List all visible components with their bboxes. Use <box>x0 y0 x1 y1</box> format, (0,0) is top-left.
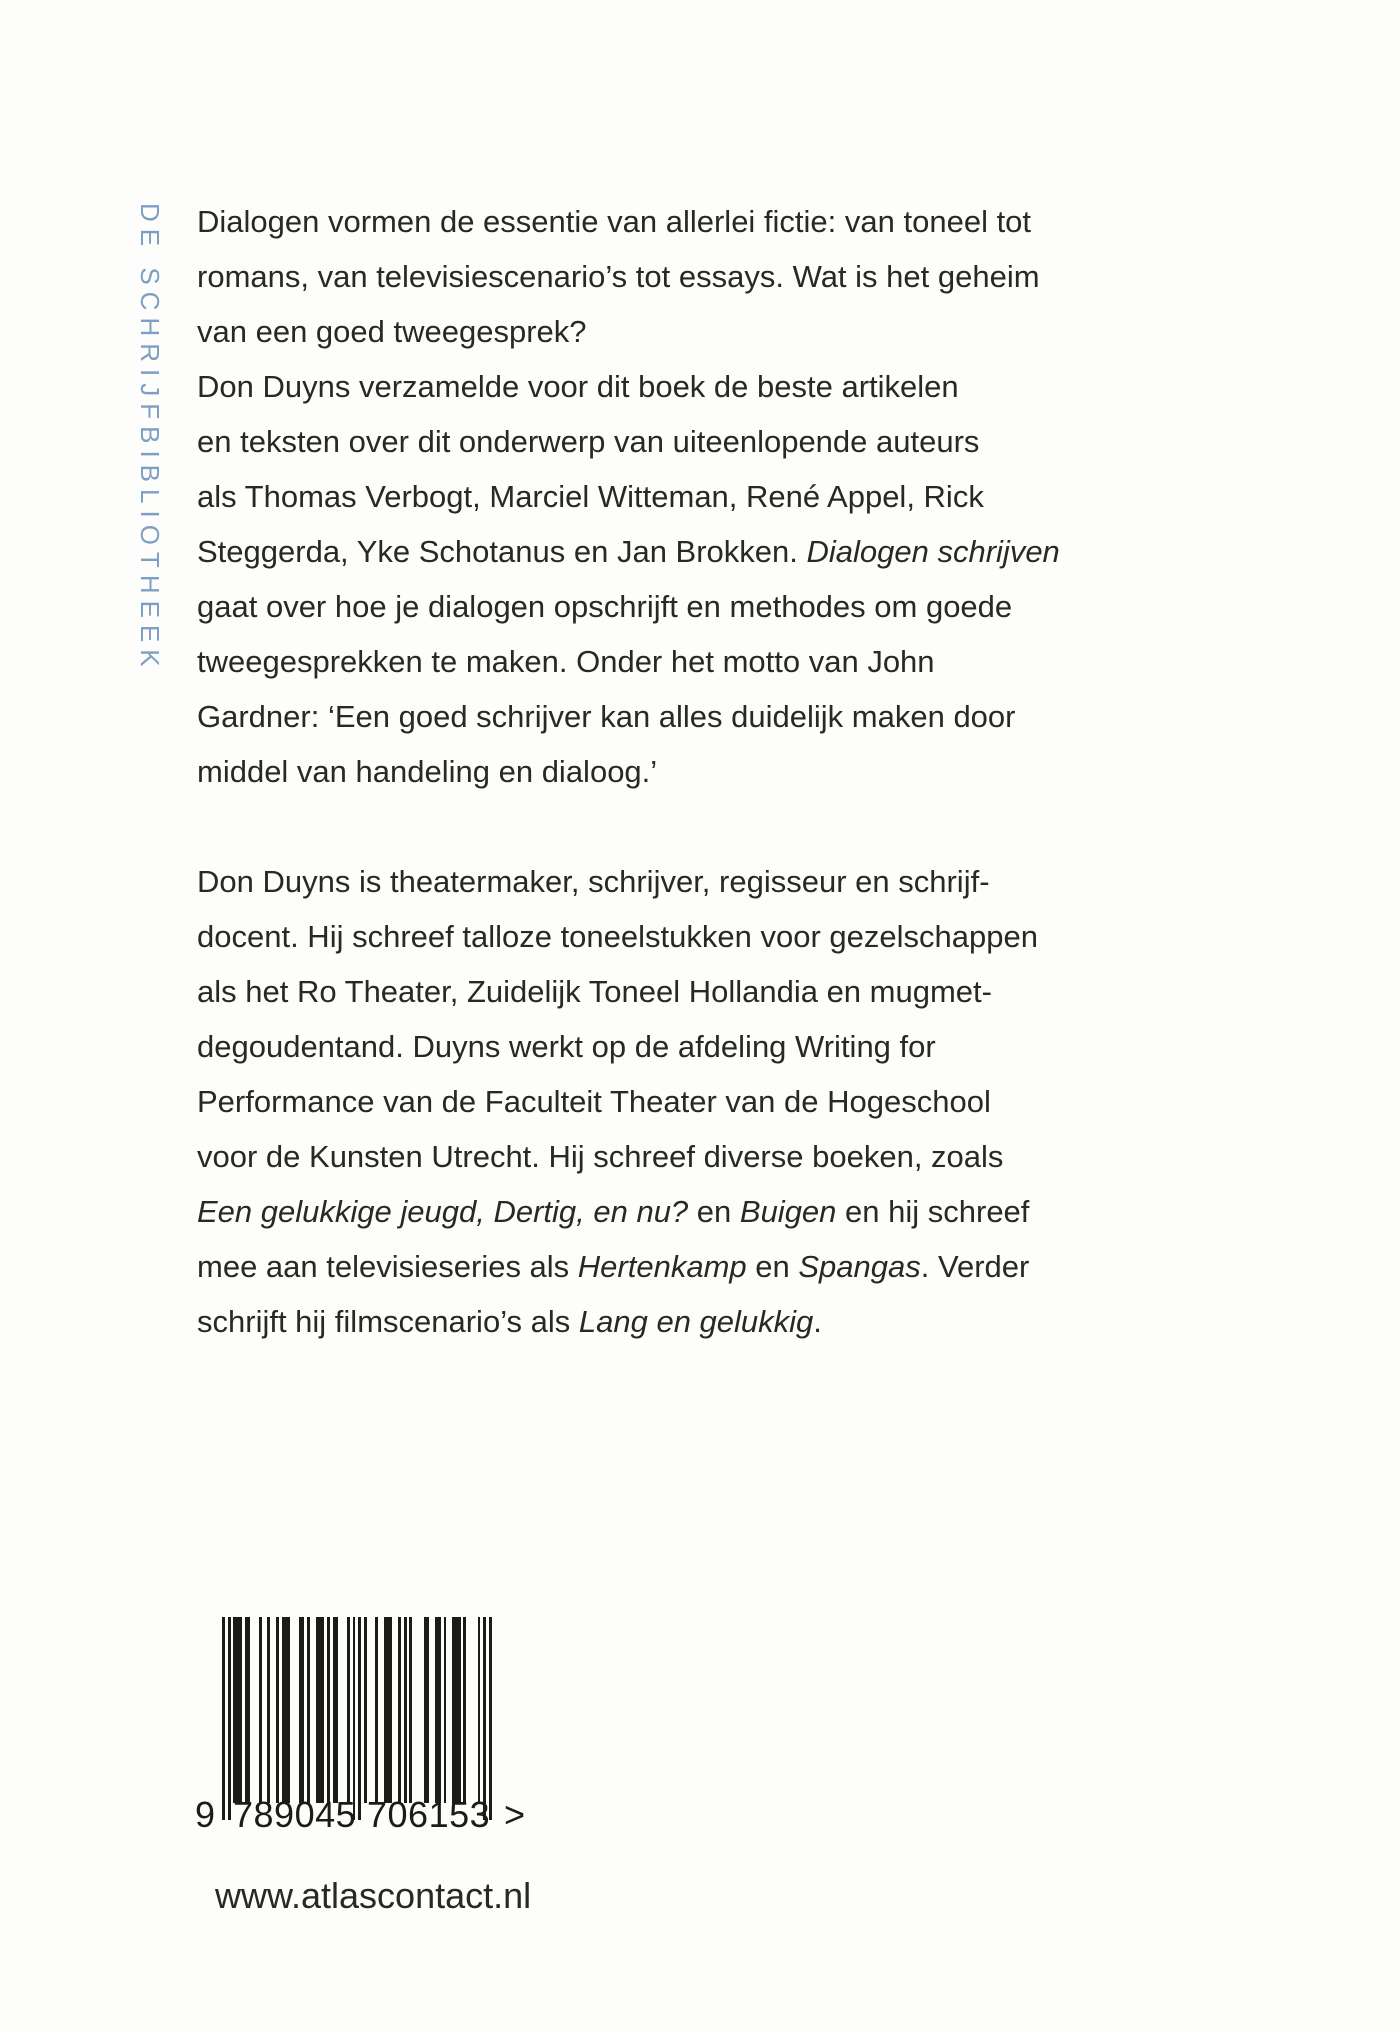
barcode-bar <box>353 1617 356 1820</box>
barcode-bar <box>228 1617 231 1820</box>
barcode-bar <box>222 1617 225 1820</box>
website-url: www.atlascontact.nl <box>215 1875 532 1916</box>
barcode-bar <box>463 1617 466 1803</box>
barcode-bar <box>435 1617 441 1803</box>
blurb-line: gaat over hoe je dialogen opschrijft en methodes om goede <box>197 589 1013 624</box>
barcode-bars <box>222 1617 492 1820</box>
blurb-line: Een gelukkige jeugd, Dertig, en nu? en Buigen en hij schreef <box>197 1194 1030 1229</box>
barcode-bar <box>444 1617 447 1803</box>
barcode-bar <box>267 1617 270 1803</box>
barcode-bar <box>276 1617 279 1803</box>
blurb-line: van een goed tweegesprek? <box>197 314 587 349</box>
barcode-digits-left: 789045 <box>233 1794 357 1835</box>
blurb-line: Dialogen vormen de essentie van allerlei fictie: van toneel tot <box>197 204 1032 239</box>
blurb-line: voor de Kunsten Utrecht. Hij schreef diverse boeken, zoals <box>197 1139 1004 1174</box>
barcode-bar <box>384 1617 393 1803</box>
blurb-line: Performance van de Faculteit Theater van de Hogeschool <box>197 1084 991 1119</box>
blurb-line: schrijft hij filmscenario’s als Lang en gelukkig. <box>197 1304 822 1339</box>
barcode-bar <box>333 1617 339 1803</box>
barcode-bar <box>489 1617 492 1820</box>
barcode-bar <box>307 1617 310 1803</box>
blurb-line: Steggerda, Yke Schotanus en Jan Brokken. Dialogen schrijven <box>197 534 1060 569</box>
barcode-bar <box>398 1617 401 1803</box>
blurb-line: romans, van televisiescenario’s tot essays. Wat is het geheim <box>197 259 1040 294</box>
barcode-bar <box>259 1617 262 1803</box>
barcode-quiet-zone-indicator: > <box>504 1794 526 1835</box>
barcode-bar <box>375 1617 378 1803</box>
barcode-bar <box>233 1617 242 1803</box>
barcode-bar <box>282 1617 291 1803</box>
blurb-line: Gardner: ‘Een goed schrijver kan alles duidelijk maken door <box>197 699 1016 734</box>
barcode-bar <box>358 1617 361 1820</box>
barcode-bar <box>364 1617 367 1803</box>
barcode-bar <box>299 1617 305 1803</box>
blurb-line: tweegesprekken te maken. Onder het motto van John <box>197 644 935 679</box>
barcode-digits-right: 706153 <box>367 1794 491 1835</box>
barcode-bar <box>347 1617 350 1803</box>
barcode-bar <box>327 1617 330 1803</box>
barcode-bar <box>452 1617 461 1803</box>
blurb-line: degoudentand. Duyns werkt op de afdeling Writing for <box>197 1029 936 1064</box>
blurb-line: docent. Hij schreef talloze toneelstukken voor gezelschappen <box>197 919 1038 954</box>
blurb-line: Don Duyns is theatermaker, schrijver, regisseur en schrijf- <box>197 864 990 899</box>
barcode-bar <box>404 1617 407 1803</box>
blurb-line: en teksten over dit onderwerp van uiteenlopende auteurs <box>197 424 980 459</box>
barcode <box>195 1617 535 1847</box>
barcode-bar <box>483 1617 486 1820</box>
barcode-bar <box>424 1617 430 1803</box>
blurb-line: middel van handeling en dialoog.’ <box>197 754 658 789</box>
barcode-bar <box>478 1617 481 1803</box>
blurb-line: Don Duyns verzamelde voor dit boek de beste artikelen <box>197 369 959 404</box>
barcode-bar <box>245 1617 251 1803</box>
blurb-paragraph-2 <box>197 854 1297 1349</box>
barcode-bar <box>409 1617 412 1803</box>
blurb-paragraph-1 <box>197 194 1297 799</box>
blurb-line: mee aan televisieseries als Hertenkamp en Spangas. Verder <box>197 1249 1030 1284</box>
blurb <box>197 194 1297 1349</box>
blurb-line: als het Ro Theater, Zuidelijk Toneel Hollandia en mugmet- <box>197 974 992 1009</box>
blurb-line: als Thomas Verbogt, Marciel Witteman, René Appel, Rick <box>197 479 984 514</box>
series-label-vertical: DE SCHRIJFBIBLIOTHEEK <box>135 203 165 674</box>
barcode-prefix-digit: 9 <box>195 1794 216 1835</box>
barcode-bar <box>316 1617 325 1803</box>
